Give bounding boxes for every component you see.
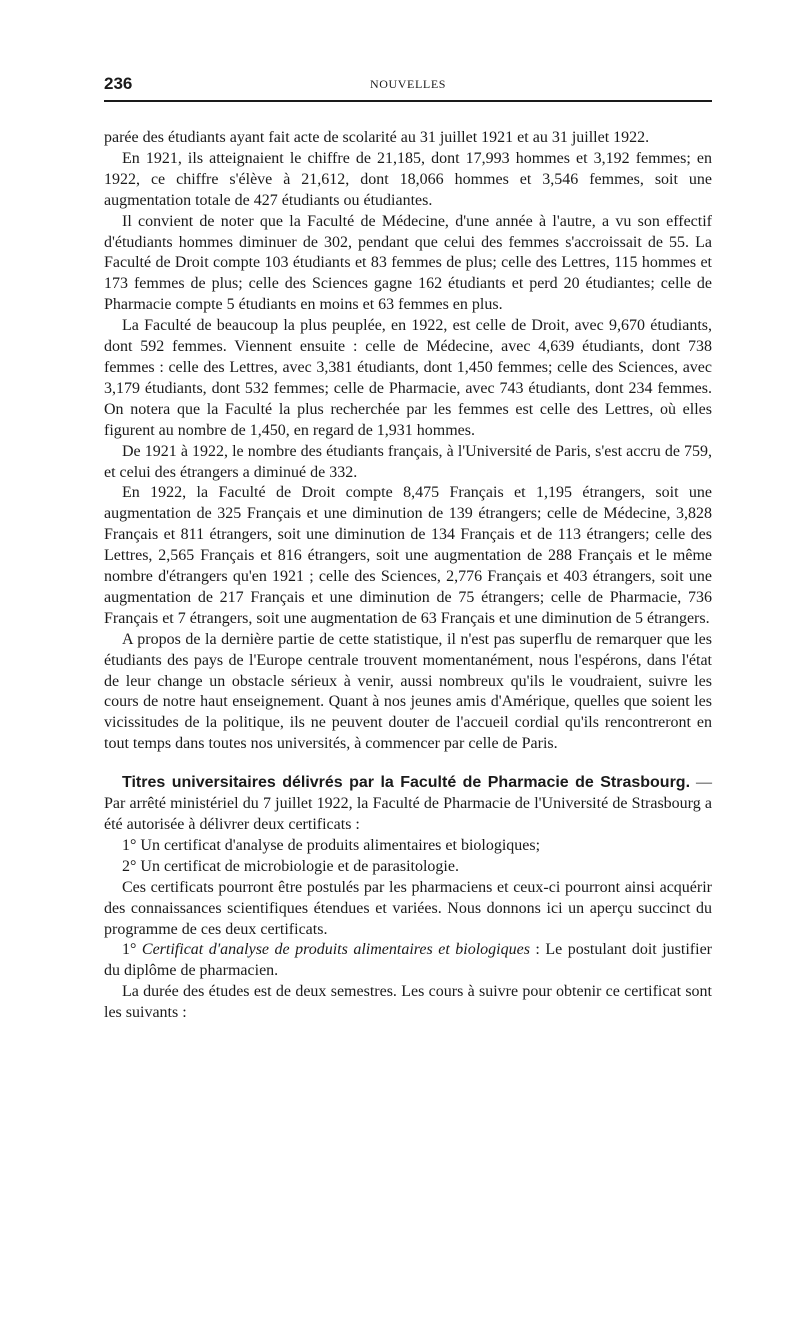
certificate-title: Certificat d'analyse de produits alimentaires et biologiques [141,941,530,959]
paragraph: Il convient de noter que la Faculté de Médecine, d'une année à l'autre, a vu son effectif d'étudiants hommes diminuer de 302, pendant que celui des femmes s'accroissait de 55. La Faculté de Droit compte 103 étudiants et 83 femmes de plus; celle des Lettres, 115 hommes et 173 femmes de plus; celle des Sciences gagne 162 étudiants et perd 20 étudiantes; celle de Pharmacie compte 5 étudiants en moins et 63 femmes en plus. [104,212,712,314]
paragraph: Ces certificats pourront être postulés par les pharmaciens et ceux-ci pourront ainsi acquérir des connaissances scientifiques étendues et variées. Nous donnons ici un aperçu succinct du programme de ces deux certificats. [104,878,712,938]
paragraph: A propos de la dernière partie de cette statistique, il n'est pas superflu de remarquer que les étudiants des pays de l'Europe centrale trouvent momentanément, nous l'espérons, dans l'état de leur change un obstacle sérieux à venir, aussi nombreux qu'ils le voudraient, suivre les cours de notre haut enseignement. Quant à nos jeunes amis d'Amérique, quelles que soient les vicissitudes de la politique, ils ne peuvent douter de l'accueil cordial qu'ils rencontreront en tout temps dans toutes nos universités, à commencer par celle de Paris. [104,630,712,753]
list-item: 2° Un certificat de microbiologie et de parasitologie. [122,857,459,875]
list-item: 1° Un certificat d'analyse de produits alimentaires et biologiques; [122,836,541,854]
section-intro-paragraph [104,773,712,836]
certificate-paragraph [104,940,712,982]
paragraph: De 1921 à 1922, le nombre des étudiants français, à l'Université de Paris, s'est accru de 759, et celui des étrangers a diminué de 332. [104,442,712,481]
paragraph: En 1921, ils atteignaient le chiffre de 21,185, dont 17,993 hommes et 3,192 femmes; en 1922, ce chiffre s'élève à 21,612, dont 18,066 hommes et 3,546 femmes, soit une augmentation totale de 427 étudiants ou étudiantes. [104,149,712,209]
section-title: Titres universitaires délivrés par la Faculté de Pharmacie de Strasbourg. [122,774,691,792]
page-header [104,72,712,102]
page-number: 236 [104,74,133,93]
document-body [104,128,712,1024]
paragraph: En 1922, la Faculté de Droit compte 8,475 Français et 1,195 étrangers, soit une augmentation de 325 Français et une diminution de 139 étrangers; celle de Médecine, 3,828 Français et 811 étrangers, soit une diminution de 134 Français et de 113 étrangers; celle des Lettres, 2,565 Français et 816 étrangers, soit une augmentation de 288 Français et le même nombre d'étrangers qu'en 1921 ; celle des Sciences, 2,776 Français et 403 étrangers, soit une augmentation de 217 Français et une diminution de 75 étrangers; celle de Pharmacie, 736 Français et 7 étrangers, soit une augmentation de 63 Français et une diminution de 5 étrangers. [104,484,712,627]
paragraph: La durée des études est de deux semestres. Les cours à suivre pour obtenir ce certificat sont les suivants : [104,983,712,1022]
pharmacy-section [104,773,712,1024]
certificate-text: : Le postulant doit justifier du diplôme de pharmacien. [104,941,713,980]
paragraph-continuation: parée des étudiants ayant fait acte de scolarité au 31 juillet 1921 et au 31 juillet 1922. [104,129,650,146]
certificate-number: 1° [122,941,137,959]
section-intro: — Par arrêté ministériel du 7 juillet 1922, la Faculté de Pharmacie de l'Université de Strasbourg a été autorisée à délivrer deux certificats : [104,774,712,833]
paragraph: La Faculté de beaucoup la plus peuplée, en 1922, est celle de Droit, avec 9,670 étudiants, dont 592 femmes. Viennent ensuite : celle de Médecine, avec 4,639 étudiants, dont 738 femmes : celle des Lettres, avec 3,381 étudiants, dont 1,450 femmes; celle des Sciences, avec 3,179 étudiants, dont 532 femmes; celle de Pharmacie, avec 743 étudiants, dont 234 femmes. On notera que la Faculté la plus recherchée par les femmes est celle des Lettres, où elles figurent au nombre de 1,450, en regard de 1,931 hommes. [104,317,712,439]
running-head: NOUVELLES [369,77,447,91]
document-page [104,72,712,1024]
